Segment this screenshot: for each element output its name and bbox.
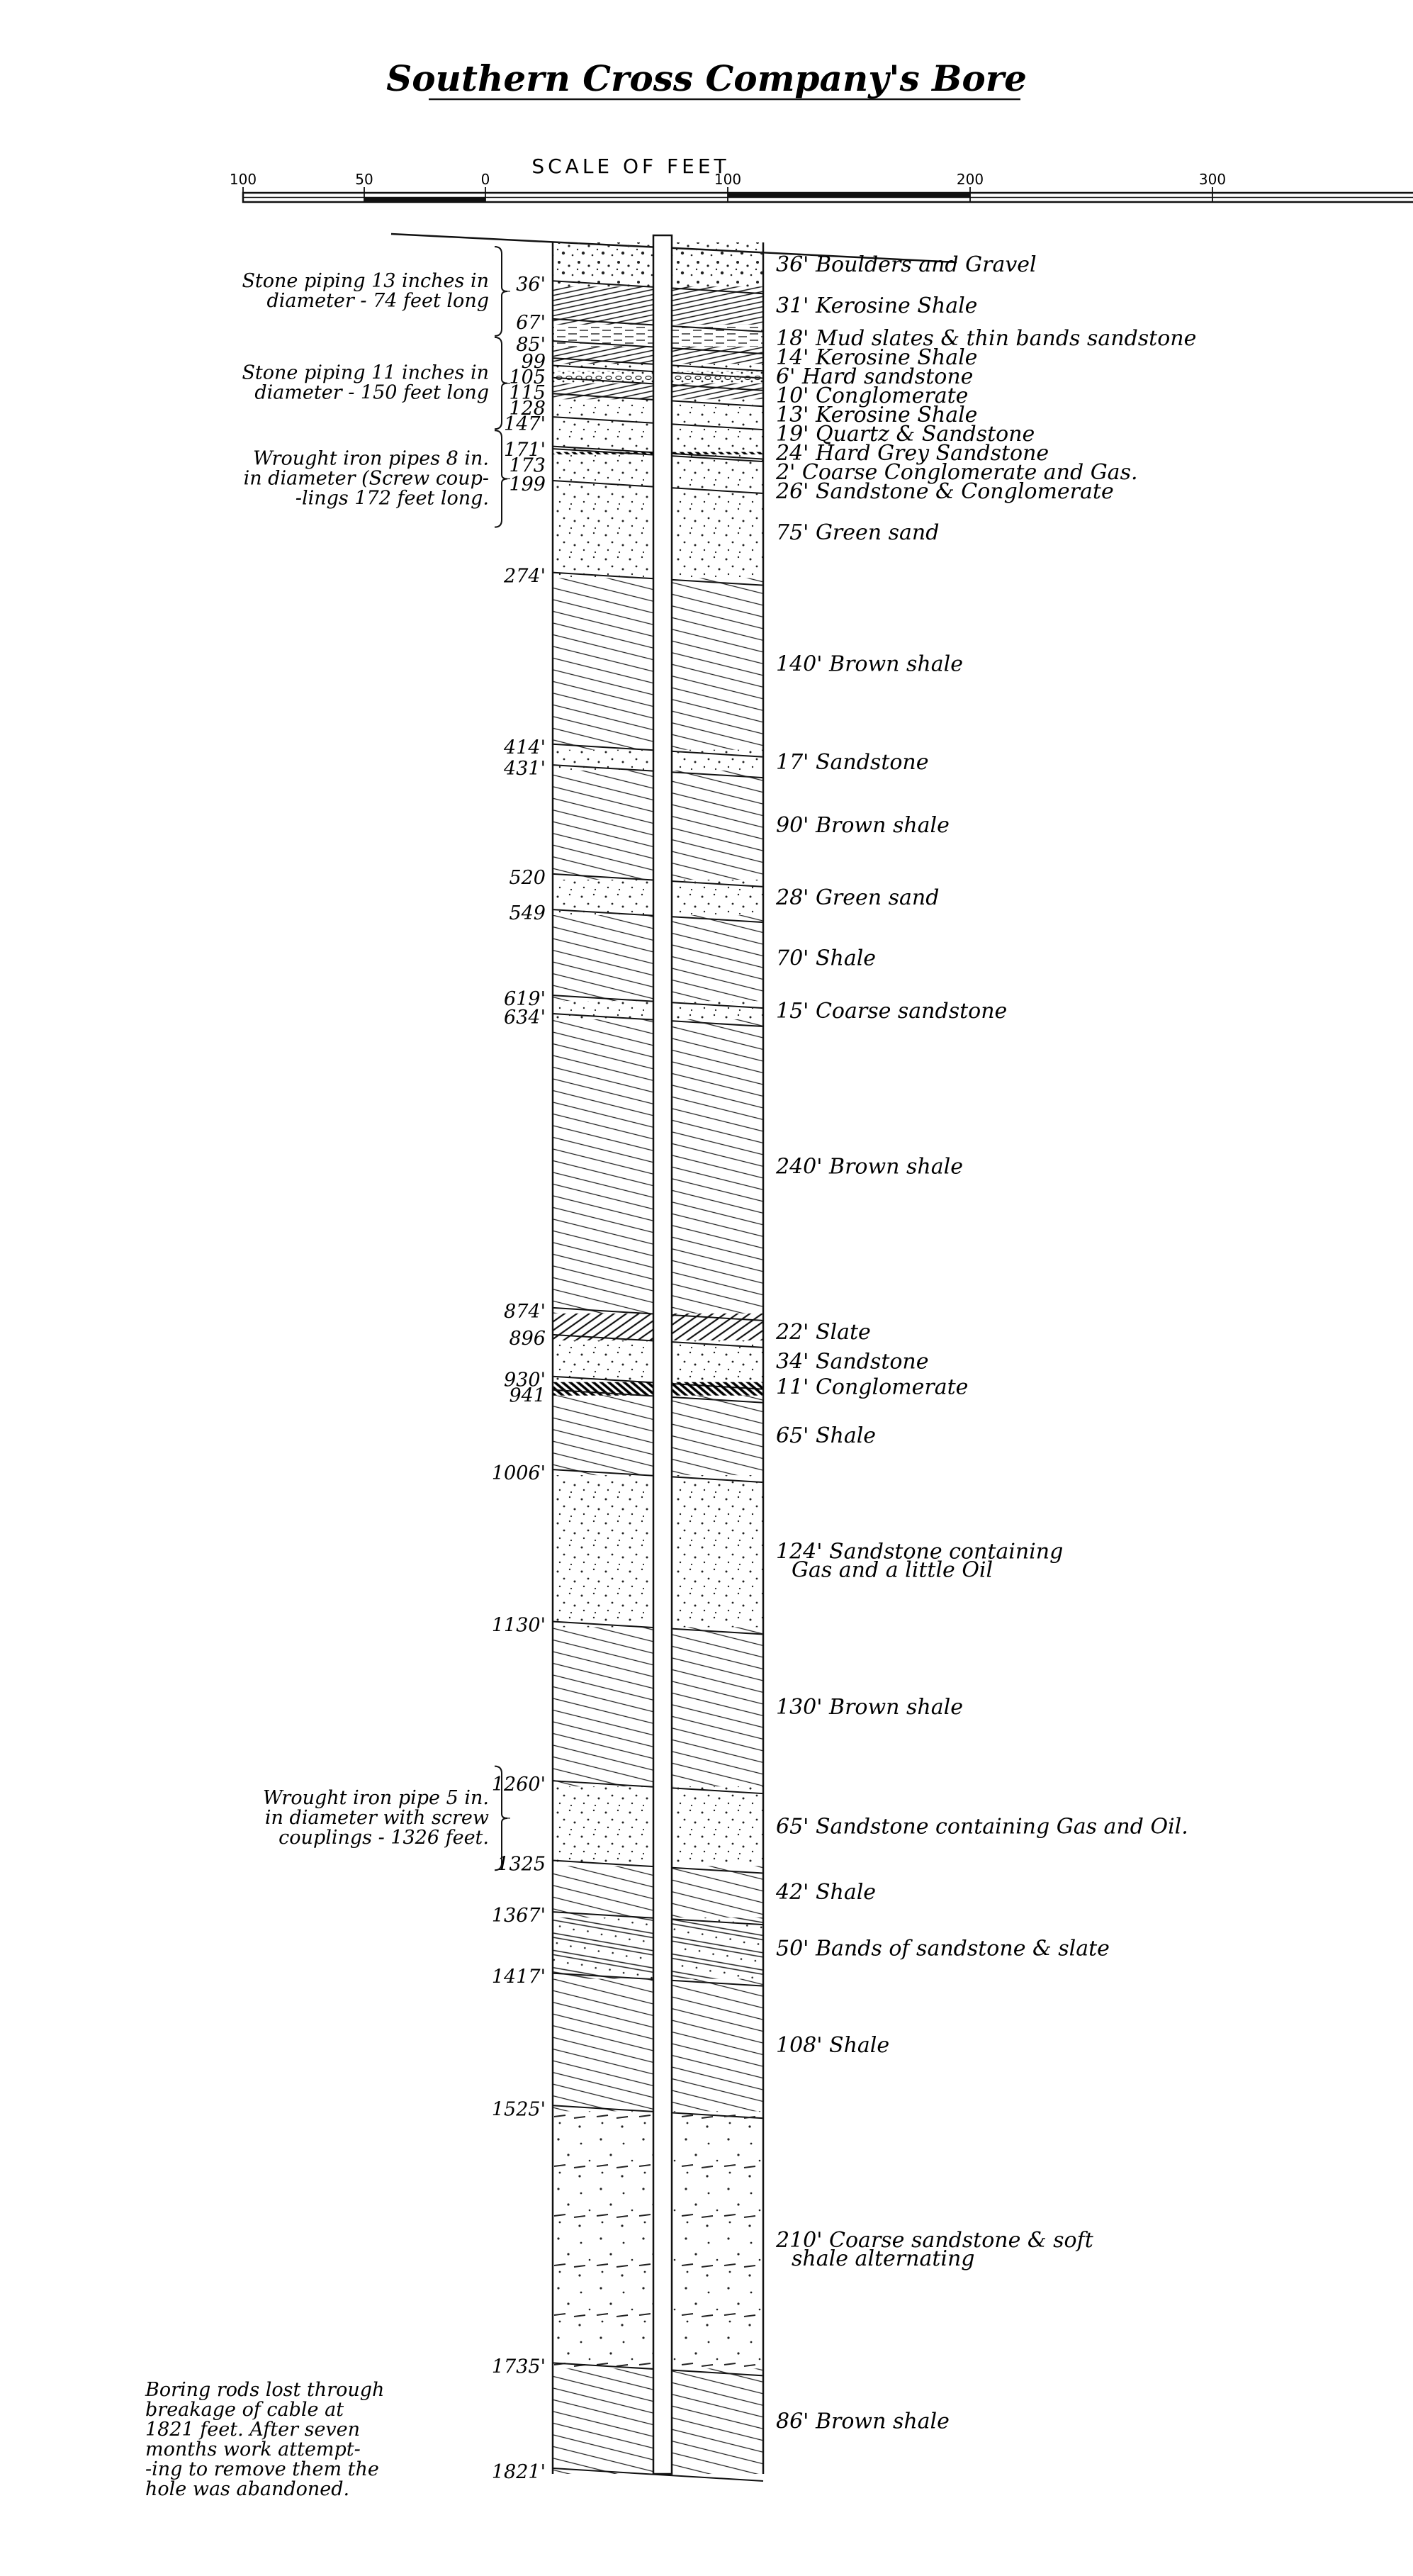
stratum-label: 108' Shale [776,2032,890,2058]
note-line: in diameter (Screw coup- [243,467,489,490]
stratum-label: 17' Sandstone [776,750,929,775]
scale-tick-label: 50 [355,171,373,188]
note-line: -ing to remove them the [145,2458,379,2480]
casing-notes [145,247,510,2500]
scale-tick-label: 300 [1198,171,1227,188]
strata-labels [775,252,1196,2434]
note-line: Wrought iron pipe 5 in. [262,1786,489,1809]
note-line: 1821 feet. After seven [145,2419,361,2441]
stratum-label-line: 124' Sandstone containing [776,1539,1064,1564]
note-line: breakage of cable at [145,2399,344,2421]
stratum-label: 14' Kerosine Shale [776,345,978,370]
depth-label: 1367' [491,1905,546,1927]
depth-label: 1325 [497,1853,546,1876]
depth-label: 930' [504,1369,546,1391]
stratum-label: 34' Sandstone [776,1349,929,1374]
depth-label: 171' [504,439,546,461]
stratum-label: 11' Conglomerate [776,1374,969,1400]
stratum-label: 15' Coarse sandstone [776,999,1008,1024]
depth-label: 147' [504,413,546,436]
depth-label: 173 [509,454,546,477]
stratum-label: 10' Conglomerate [776,383,969,408]
depth-label: 128 [509,398,546,420]
note-line: -lings 172 feet long. [295,487,489,510]
depth-labels [492,274,546,2483]
note-line: Boring rods lost through [145,2379,385,2401]
note-line: Stone piping 13 inches in [242,269,489,292]
depth-label: 1130' [491,1614,546,1637]
scale-bar [230,155,1413,202]
depth-label: 274' [504,565,546,588]
stratum-label: 140' Brown shale [776,651,963,677]
stratum-label: 240' Brown shale [776,1154,963,1180]
stratum-label: 26' Sandstone & Conglomerate [776,478,1114,504]
stratum-label: 65' Shale [776,1423,877,1448]
note-line: diameter - 74 feet long [266,289,489,312]
scale-ticks [230,171,1413,202]
bore-pipe [653,235,672,2474]
depth-label: 634' [504,1007,546,1029]
stratum-label: 28' Green sand [776,885,940,911]
scale-tick-label: 200 [956,171,984,188]
stratum-label: 19' Quartz & Sandstone [776,421,1035,447]
note-line: months work attempt- [145,2438,361,2460]
stratum-label: 65' Sandstone containing Gas and Oil. [776,1814,1188,1839]
depth-label: 1525' [491,2098,546,2121]
depth-label: 36' [516,274,546,296]
note-line: couplings - 1326 feet. [278,1826,489,1849]
stratum-label: 42' Shale [776,1879,877,1905]
depth-label: 105 [509,366,546,389]
depth-label: 941 [509,1384,546,1407]
note-line: Wrought iron pipes 8 in. [253,447,489,470]
stratum-label-line: Gas and a little Oil [792,1557,993,1583]
scale-tick-label: 100 [229,171,257,188]
stratum-label-line: 210' Coarse sandstone & soft [776,2227,1093,2253]
note-line: diameter - 150 feet long [254,381,489,404]
stratum-label: 130' Brown shale [776,1694,963,1720]
depth-label: 1260' [491,1774,546,1796]
scale-bar-segment [364,198,485,203]
depth-label: 549 [509,902,546,925]
depth-label: 99 [521,351,546,374]
scale-bar-segment [728,193,970,198]
depth-label: 1735' [491,2356,546,2378]
stratum-label: 70' Shale [776,946,877,971]
stratum-label: 13' Kerosine Shale [776,402,978,427]
stratum-label: 22' Slate [776,1319,871,1345]
depth-label: 115 [509,382,546,405]
stratum-label: 31' Kerosine Shale [776,293,978,319]
scale-title: SCALE OF FEET [531,155,730,178]
depth-label: 1006' [491,1462,546,1485]
stratum-label: 24' Hard Grey Sandstone [776,440,1049,466]
note-line: in diameter with screw [264,1806,489,1829]
depth-label: 1821' [491,2461,546,2483]
note-line: Stone piping 11 inches in [242,362,489,384]
stratum-label-line: shale alternating [792,2246,975,2271]
stratum-label: 36' Boulders and Gravel [776,252,1037,278]
depth-label: 874' [504,1300,546,1323]
stratum-label: 2' Coarse Conglomerate and Gas. [776,459,1138,485]
stratum-label: 50' Bands of sandstone & slate [776,1936,1110,1961]
depth-label: 1417' [491,1966,546,1988]
depth-label: 85' [516,333,546,356]
stratum-label: 6' Hard sandstone [776,364,974,389]
stratum-label: 18' Mud slates & thin bands sandstone [776,325,1197,351]
stratum-label [775,2228,1094,2271]
depth-label: 199 [509,474,546,496]
stratum-label: 86' Brown shale [776,2409,950,2434]
stratum-label: 90' Brown shale [776,813,950,839]
depth-label: 896 [509,1327,546,1350]
depth-label: 520 [509,866,546,889]
stratum-label [776,1539,1063,1582]
depth-label: 619' [504,988,546,1011]
figure-title: Southern Cross Company's Bore [386,57,1027,99]
depth-label: 414' [504,737,546,759]
scale-tick-label: 0 [480,171,490,188]
casing-brace [495,247,507,336]
depth-label: 431' [504,758,546,780]
stratum-label: 75' Green sand [776,520,940,545]
note-line: hole was abandoned. [145,2478,350,2500]
scale-tick-label: 100 [714,171,742,188]
depth-label: 67' [516,311,546,334]
